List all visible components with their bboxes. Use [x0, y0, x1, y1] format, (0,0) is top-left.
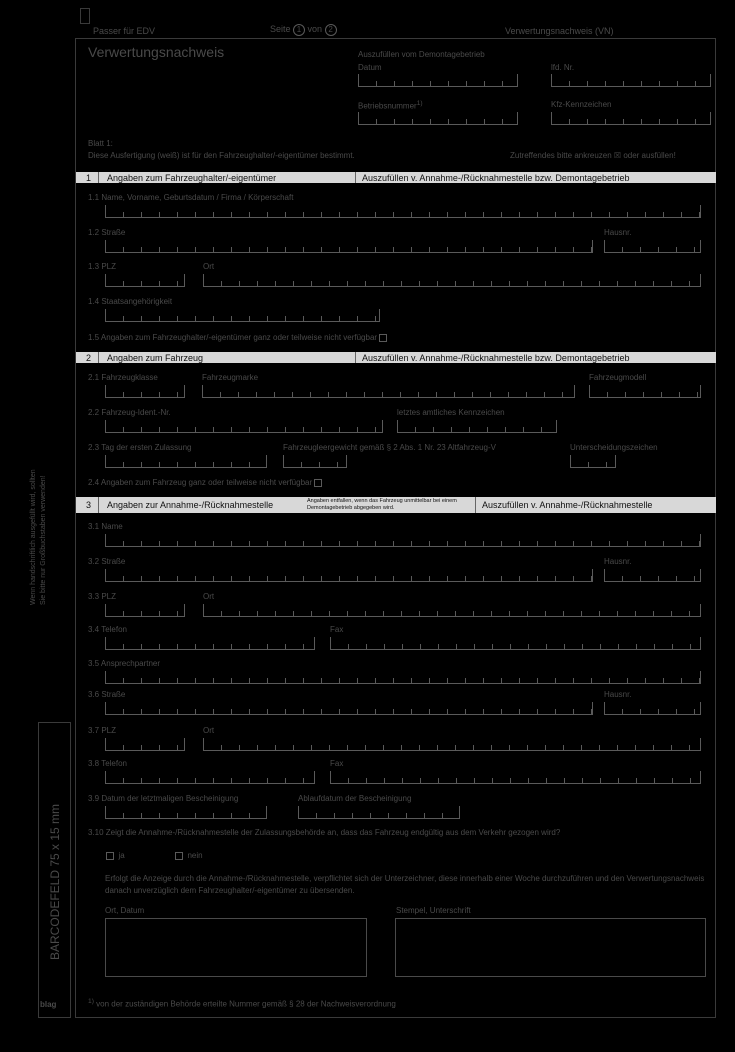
unterscheidung-field[interactable]: [570, 455, 616, 468]
nein-checkbox[interactable]: [175, 852, 183, 860]
row-2-3-label: 2.3 Tag der ersten Zulassung: [88, 443, 192, 452]
edv-marker: [80, 8, 90, 24]
section-fill-note: Auszufüllen v. Annahme-/Rücknahmestelle bzw. Demontagebetrieb: [362, 172, 630, 183]
row-3-1-label: 3.1 Name: [88, 522, 123, 531]
ablauf-label: Ablaufdatum der Bescheinigung: [298, 794, 412, 803]
ap-fax-field[interactable]: [330, 771, 701, 784]
ort-datum-label: Ort, Datum: [105, 906, 145, 915]
barcode-label: BARCODEFELD 75 x 15 mm: [48, 803, 62, 960]
obligation-text: Erfolgt die Anzeige durch die Annahme-/Rücknahmestelle, verpflichtet sich der Unterzeichner, diese innerhalb einer Woche durchzuführen und den Verwertungsnachweis danach unverzüglich dem Fahrzeughalter/-eigentümer zu übersenden.: [105, 874, 705, 895]
kennzeichen-field[interactable]: [397, 420, 557, 433]
footnote-marker: 1): [88, 998, 94, 1005]
marke-label: Fahrzeugmarke: [202, 373, 259, 382]
telefon-field[interactable]: [105, 637, 315, 650]
row-1-5-text: 1.5 Angaben zum Fahrzeughalter/-eigentümer ganz oder teilweise nicht verfügbar: [88, 333, 378, 342]
section-number: 3: [86, 500, 92, 510]
footnote: [88, 998, 396, 1009]
row-2-1-label: 2.1 Fahrzeugklasse: [88, 373, 158, 382]
hausnr-label: Hausnr.: [604, 557, 632, 566]
bescheinigung-datum-field[interactable]: [105, 806, 267, 819]
section-number: 2: [86, 352, 92, 363]
fax-label-2: Fax: [330, 759, 344, 768]
row-3-7-label: 3.7 PLZ: [88, 726, 117, 735]
fahrzeugklasse-field[interactable]: [105, 385, 185, 398]
staatsangehoerigkeit-field[interactable]: [105, 309, 380, 322]
form-frame: [75, 38, 716, 1018]
checkbox-1-5[interactable]: [379, 334, 387, 342]
lfd-nr-field[interactable]: [551, 74, 711, 87]
fill-by-label: Auszufüllen vom Demontagebetrieb: [358, 50, 485, 59]
stempel-label: Stempel, Unterschrift: [396, 906, 471, 915]
row-3-9-label: 3.9 Datum der letztmaligen Bescheinigung: [88, 794, 239, 803]
datum-label: Datum: [358, 63, 382, 72]
stelle-ort-field[interactable]: [203, 604, 701, 617]
unterscheidung-label: Unterscheidungszeichen: [570, 443, 658, 452]
section-fill-note: Auszufüllen v. Annahme-/Rücknahmestelle bzw. Demontagebetrieb: [362, 352, 630, 363]
betriebsnummer-text: Betriebsnummer: [358, 101, 417, 111]
stelle-hausnr-field[interactable]: [604, 569, 701, 582]
kfz-field[interactable]: [551, 112, 711, 125]
seite-label: Seite: [270, 24, 291, 34]
kennzeichen-label: letztes amtliches Kennzeichen: [397, 408, 505, 417]
modell-label: Fahrzeugmodell: [589, 373, 647, 382]
section-2-header: [76, 352, 716, 363]
row-1-2-label: 1.2 Straße: [88, 228, 126, 237]
row-2-4-text: 2.4 Angaben zum Fahrzeug ganz oder teilweise nicht verfügbar: [88, 478, 313, 487]
strasse-field[interactable]: [105, 240, 593, 253]
ansprechpartner-field[interactable]: [105, 671, 701, 684]
row-3-4-label: 3.4 Telefon: [88, 625, 127, 634]
fin-field[interactable]: [105, 420, 383, 433]
section-title: Angaben zum Fahrzeughalter/-eigentümer: [107, 172, 277, 183]
row-3-2-label: 3.2 Straße: [88, 557, 126, 566]
lfd-nr-label: lfd. Nr.: [551, 63, 575, 72]
ap-hausnr-field[interactable]: [604, 702, 701, 715]
row-3-3-label: 3.3 PLZ: [88, 592, 117, 601]
gewicht-field[interactable]: [283, 455, 347, 468]
row-2-2-label: 2.2 Fahrzeug-Ident.-Nr.: [88, 408, 171, 417]
nein-label: nein: [187, 851, 203, 860]
signature-box[interactable]: [395, 918, 706, 977]
ablauf-field[interactable]: [298, 806, 460, 819]
row-3-10-label: 3.10 Zeigt die Annahme-/Rücknahmestelle der Zulassungsbehörde an, dass das Fahrzeug endgültig aus dem Verkehr gezogen wird?: [88, 828, 561, 837]
handwriting-hint-1: Wenn handschriftlich ausgefüllt wird, sollten: [30, 469, 37, 605]
erstzulassung-field[interactable]: [105, 455, 267, 468]
hausnr-field[interactable]: [604, 240, 701, 253]
row-1-4-label: 1.4 Staatsangehörigkeit: [88, 297, 173, 306]
ap-ort-field[interactable]: [203, 738, 701, 751]
section-3-header: [76, 497, 716, 513]
row-1-1-label: 1.1 Name, Vorname, Geburtsdatum / Firma / Körperschaft: [88, 193, 294, 202]
betriebsnummer-field[interactable]: [358, 112, 518, 125]
fax-field[interactable]: [330, 637, 701, 650]
blatt-text: Diese Ausfertigung (weiß) ist für den Fahrzeughalter/-eigentümer bestimmt.: [88, 151, 355, 160]
page-total: 2: [325, 24, 337, 36]
ort-datum-box[interactable]: [105, 918, 367, 977]
fill-hint: Zutreffendes bitte ankreuzen ☒ oder ausfüllen!: [510, 151, 676, 160]
ja-option[interactable]: [106, 851, 125, 860]
checkbox-2-4[interactable]: [314, 479, 322, 487]
page-indicator: [270, 24, 337, 36]
ort-field[interactable]: [203, 274, 701, 287]
ort-label: Ort: [203, 592, 215, 601]
kfz-label: Kfz-Kennzeichen: [551, 100, 612, 109]
hausnr-label-2: Hausnr.: [604, 690, 632, 699]
ja-label: ja: [118, 851, 125, 860]
page-title: Verwertungsnachweis: [88, 44, 225, 60]
row-1-3-label: 1.3 PLZ: [88, 262, 117, 271]
page-number: 1: [293, 24, 305, 36]
plz-field[interactable]: [105, 274, 185, 287]
blatt-label: Blatt 1:: [88, 139, 113, 148]
stelle-plz-field[interactable]: [105, 604, 185, 617]
passer-label: Passer für EDV: [93, 26, 156, 36]
datum-field[interactable]: [358, 74, 518, 87]
modell-field[interactable]: [589, 385, 701, 398]
ja-checkbox[interactable]: [106, 852, 114, 860]
row-3-8-label: 3.8 Telefon: [88, 759, 127, 768]
stelle-name-field[interactable]: [105, 534, 701, 547]
row-3-5-label: 3.5 Ansprechpartner: [88, 659, 161, 668]
section-title: Angaben zur Annahme-/Rücknahmestelle: [107, 500, 274, 510]
row-2-4-label: [88, 478, 322, 487]
row-1-5-label: [88, 333, 387, 342]
ort-label: Ort: [203, 262, 215, 271]
marke-field[interactable]: [202, 385, 575, 398]
footnote-text: von der zuständigen Behörde erteilte Nummer gemäß § 28 der Nachweisverordnung: [96, 999, 396, 1009]
fax-label: Fax: [330, 625, 344, 634]
von-label: von: [307, 24, 323, 34]
section-fill-note: Auszufüllen v. Annahme-/Rücknahmestelle: [482, 500, 653, 510]
row-3-6-label: 3.6 Straße: [88, 690, 126, 699]
name-field[interactable]: [105, 205, 701, 218]
ap-plz-field[interactable]: [105, 738, 185, 751]
blag-logo: blag: [40, 1000, 57, 1009]
ort-label-2: Ort: [203, 726, 215, 735]
betriebsnummer-label: [358, 100, 423, 111]
nein-option[interactable]: [175, 851, 203, 860]
hausnr-label: Hausnr.: [604, 228, 632, 237]
gewicht-label: Fahrzeugleergewicht gemäß § 2 Abs. 1 Nr. 23 Altfahrzeug-V: [283, 443, 497, 452]
stelle-strasse-field[interactable]: [105, 569, 593, 582]
ap-telefon-field[interactable]: [105, 771, 315, 784]
section-number: 1: [86, 172, 92, 183]
section-note: Angaben entfallen, wenn das Fahrzeug unmittelbar bei einem Demontagebetrieb abgegeben wird.: [307, 498, 457, 511]
section-title: Angaben zum Fahrzeug: [107, 352, 204, 363]
form-code: Verwertungsnachweis (VN): [505, 26, 614, 36]
section-1-header: [76, 172, 716, 183]
ap-strasse-field[interactable]: [105, 702, 593, 715]
handwriting-hint-2: Sie bitte nur Großbuchstaben verwenden!: [40, 475, 47, 605]
footnote-ref: 1): [416, 100, 423, 107]
